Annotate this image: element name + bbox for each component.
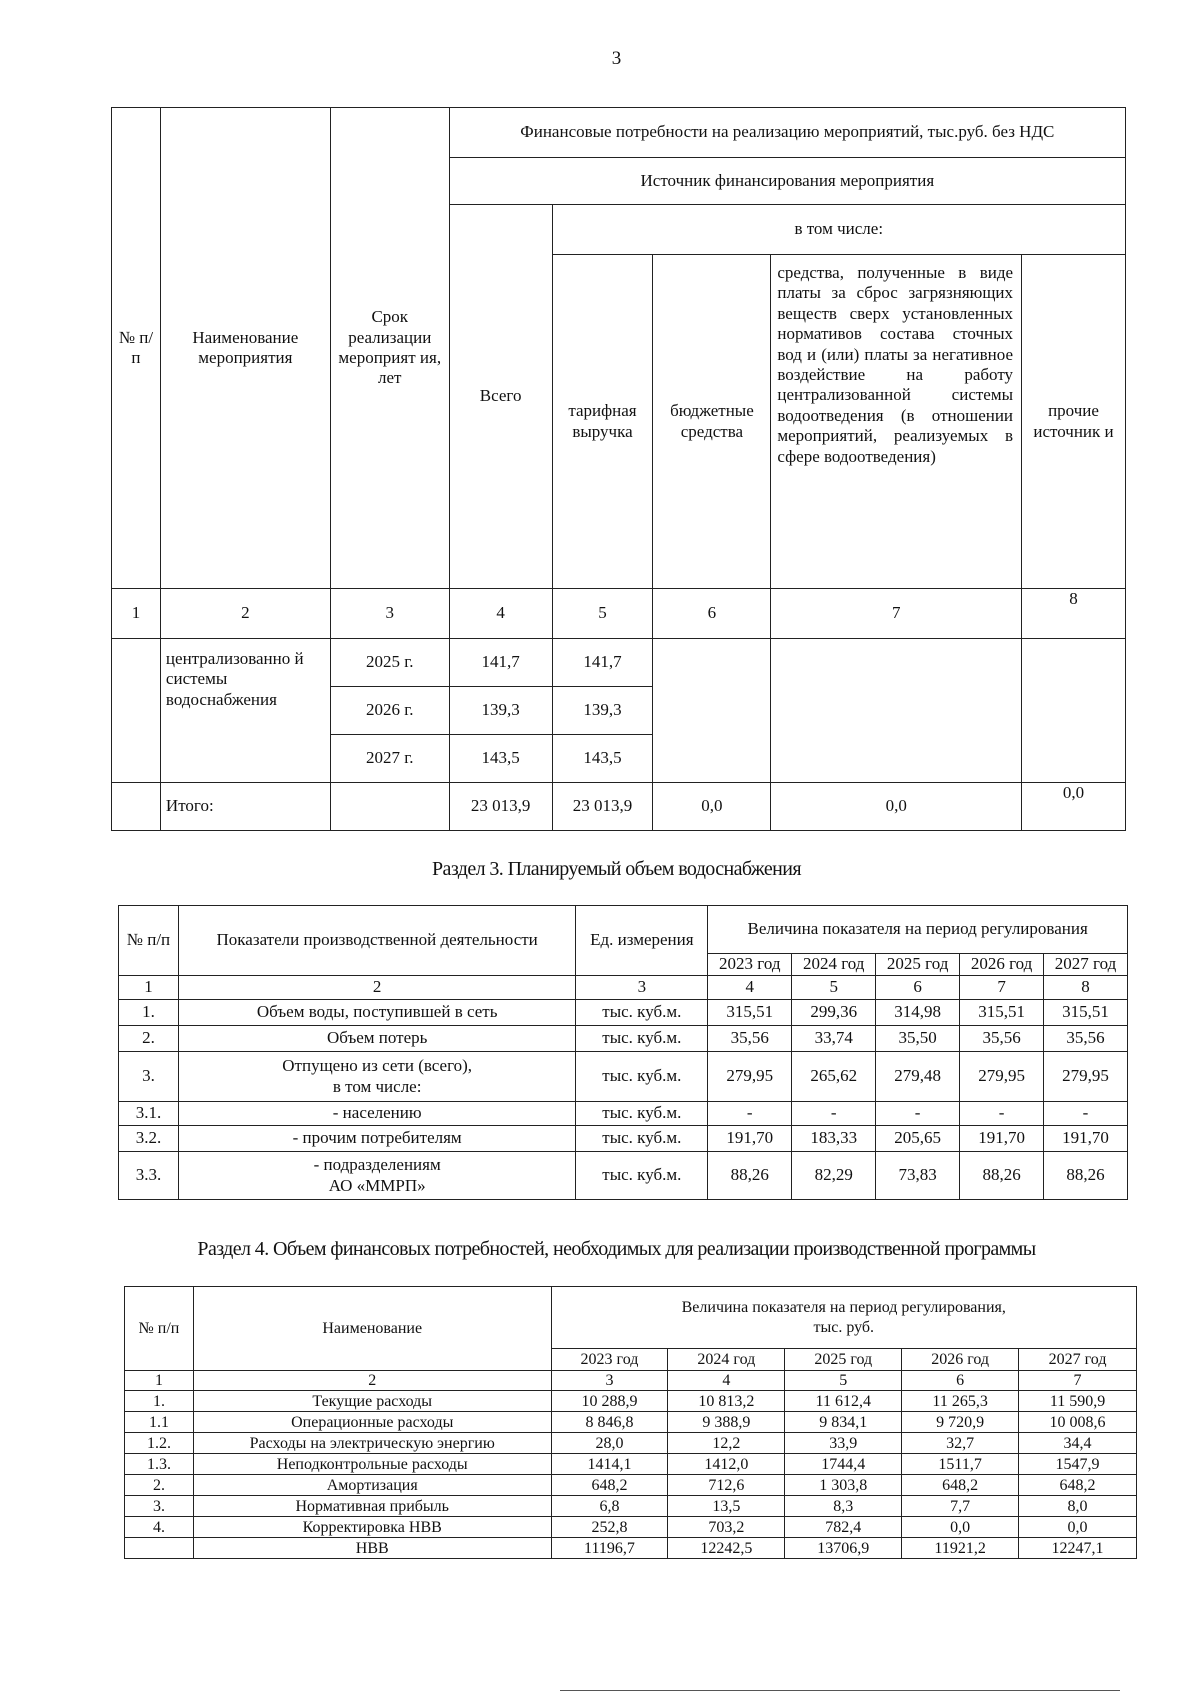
table-cell bbox=[112, 639, 161, 783]
year-header: 2027 год bbox=[1019, 1349, 1137, 1371]
row-value: 279,95 bbox=[960, 1052, 1044, 1102]
row-value: 33,74 bbox=[792, 1026, 876, 1052]
total-cell: 141,7 bbox=[449, 639, 552, 687]
row-value: 8,3 bbox=[785, 1496, 902, 1517]
row-value: - bbox=[960, 1102, 1044, 1126]
table-cell bbox=[653, 639, 771, 783]
row-value: - bbox=[792, 1102, 876, 1126]
row-num bbox=[125, 1538, 194, 1559]
row-value: 88,26 bbox=[708, 1152, 792, 1200]
row-num: 3.1. bbox=[119, 1102, 179, 1126]
row-value: 299,36 bbox=[792, 1000, 876, 1026]
row-value: 279,95 bbox=[1044, 1052, 1128, 1102]
row-num: 2. bbox=[119, 1026, 179, 1052]
row-unit: тыс. куб.м. bbox=[576, 1052, 708, 1102]
year-cell: 2025 г. bbox=[330, 639, 449, 687]
header-value-line: Величина показателя на период регулирования, bbox=[681, 1299, 1006, 1317]
col-number: 7 bbox=[1019, 1371, 1137, 1391]
col-number: 3 bbox=[330, 589, 449, 639]
table-cell bbox=[112, 783, 161, 831]
row-name: Расходы на электрическую энергию bbox=[193, 1433, 551, 1454]
row-num: 3.2. bbox=[119, 1126, 179, 1152]
row-name: Объем воды, поступившей в сеть bbox=[178, 1000, 575, 1026]
header-num: № п/п bbox=[125, 1287, 194, 1371]
row-name bbox=[178, 1152, 575, 1200]
row-value: 11 590,9 bbox=[1019, 1391, 1137, 1412]
tariff-sum: 23 013,9 bbox=[552, 783, 653, 831]
row-name-line: Отпущено из сети (всего), bbox=[282, 1056, 473, 1076]
row-value: 8 846,8 bbox=[551, 1412, 668, 1433]
row-value: 1744,4 bbox=[785, 1454, 902, 1475]
col-number: 1 bbox=[119, 976, 179, 1000]
header-unit: Ед. измерения bbox=[576, 906, 708, 976]
row-num: 4. bbox=[125, 1517, 194, 1538]
row-value: 648,2 bbox=[551, 1475, 668, 1496]
row-name: - прочим потребителям bbox=[178, 1126, 575, 1152]
row-value: 10 813,2 bbox=[668, 1391, 785, 1412]
row-value: 88,26 bbox=[1044, 1152, 1128, 1200]
row-value: 1412,0 bbox=[668, 1454, 785, 1475]
row-name: Амортизация bbox=[193, 1475, 551, 1496]
row-num: 1.3. bbox=[125, 1454, 194, 1475]
header-total: Всего bbox=[449, 205, 552, 589]
year-header: 2027 год bbox=[1044, 954, 1128, 976]
col-number: 5 bbox=[785, 1371, 902, 1391]
col-number: 6 bbox=[876, 976, 960, 1000]
row-num: 3. bbox=[125, 1496, 194, 1517]
row-value: 8,0 bbox=[1019, 1496, 1137, 1517]
row-value: 782,4 bbox=[785, 1517, 902, 1538]
header-indicator: Показатели производственной деятельности bbox=[178, 906, 575, 976]
col-number: 3 bbox=[576, 976, 708, 1000]
row-value: 35,56 bbox=[708, 1026, 792, 1052]
col-number: 6 bbox=[653, 589, 771, 639]
header-including: в том числе: bbox=[552, 205, 1125, 255]
col-number: 7 bbox=[960, 976, 1044, 1000]
row-name: Текущие расходы bbox=[193, 1391, 551, 1412]
col-number: 2 bbox=[193, 1371, 551, 1391]
row-value: 28,0 bbox=[551, 1433, 668, 1454]
row-name: Нормативная прибыль bbox=[193, 1496, 551, 1517]
bottom-rule bbox=[560, 1690, 1120, 1691]
row-value: 1 303,8 bbox=[785, 1475, 902, 1496]
row-value: 648,2 bbox=[902, 1475, 1019, 1496]
col-number: 2 bbox=[178, 976, 575, 1000]
row-value: - bbox=[876, 1102, 960, 1126]
row-num: 3. bbox=[119, 1052, 179, 1102]
row-value: 11921,2 bbox=[902, 1538, 1019, 1559]
col-number: 1 bbox=[125, 1371, 194, 1391]
tariff-cell: 141,7 bbox=[552, 639, 653, 687]
row-value: 12242,5 bbox=[668, 1538, 785, 1559]
row-value: 712,6 bbox=[668, 1475, 785, 1496]
row-num: 1.2. bbox=[125, 1433, 194, 1454]
col-number: 2 bbox=[160, 589, 330, 639]
row-value: 13,5 bbox=[668, 1496, 785, 1517]
year-cell: 2026 г. bbox=[330, 687, 449, 735]
row-value: 12,2 bbox=[668, 1433, 785, 1454]
table-cell bbox=[771, 639, 1022, 783]
row-value: 32,7 bbox=[902, 1433, 1019, 1454]
col-number: 1 bbox=[112, 589, 161, 639]
row-value: 191,70 bbox=[708, 1126, 792, 1152]
row-unit: тыс. куб.м. bbox=[576, 1026, 708, 1052]
year-header: 2025 год bbox=[785, 1349, 902, 1371]
row-value: 34,4 bbox=[1019, 1433, 1137, 1454]
row-value: - bbox=[1044, 1102, 1128, 1126]
year-header: 2023 год bbox=[551, 1349, 668, 1371]
row-value: 9 720,9 bbox=[902, 1412, 1019, 1433]
year-header: 2025 год bbox=[876, 954, 960, 976]
row-num: 3.3. bbox=[119, 1152, 179, 1200]
total-cell: 143,5 bbox=[449, 735, 552, 783]
tariff-cell: 139,3 bbox=[552, 687, 653, 735]
row-value: 6,8 bbox=[551, 1496, 668, 1517]
header-num: № п/п bbox=[112, 108, 161, 589]
row-value: 191,70 bbox=[960, 1126, 1044, 1152]
row-value: 7,7 bbox=[902, 1496, 1019, 1517]
row-value: 12247,1 bbox=[1019, 1538, 1137, 1559]
header-value bbox=[551, 1287, 1136, 1349]
row-name-line: АО «ММРП» bbox=[328, 1175, 426, 1195]
section4-title: Раздел 4. Объем финансовых потребностей, необходимых для реализации производственной программы bbox=[197, 1238, 1036, 1260]
header-term: Срок реализации мероприят ия, лет bbox=[330, 108, 449, 589]
row-value: 11196,7 bbox=[551, 1538, 668, 1559]
row-value: 315,51 bbox=[1044, 1000, 1128, 1026]
col-number: 6 bbox=[902, 1371, 1019, 1391]
col-number: 5 bbox=[792, 976, 876, 1000]
row-unit: тыс. куб.м. bbox=[576, 1000, 708, 1026]
col-number: 4 bbox=[668, 1371, 785, 1391]
row-name: Операционные расходы bbox=[193, 1412, 551, 1433]
row-value: 703,2 bbox=[668, 1517, 785, 1538]
row-value: 648,2 bbox=[1019, 1475, 1137, 1496]
row-value: 73,83 bbox=[876, 1152, 960, 1200]
row-num: 1. bbox=[119, 1000, 179, 1026]
year-header: 2024 год bbox=[668, 1349, 785, 1371]
table-cell bbox=[330, 783, 449, 831]
row-value: 315,51 bbox=[960, 1000, 1044, 1026]
row-value: 315,51 bbox=[708, 1000, 792, 1026]
col-number: 3 bbox=[551, 1371, 668, 1391]
row-value: 1547,9 bbox=[1019, 1454, 1137, 1475]
row-value: 9 834,1 bbox=[785, 1412, 902, 1433]
row-name bbox=[178, 1052, 575, 1102]
row-unit: тыс. куб.м. bbox=[576, 1102, 708, 1126]
page-number: 3 bbox=[611, 48, 622, 69]
row-name: Корректировка НВВ bbox=[193, 1517, 551, 1538]
header-value: Величина показателя на период регулирования bbox=[708, 906, 1128, 954]
row-value: 35,56 bbox=[1044, 1026, 1128, 1052]
header-num: № п/п bbox=[119, 906, 179, 976]
row-name: Неподконтрольные расходы bbox=[193, 1454, 551, 1475]
row-value: 1414,1 bbox=[551, 1454, 668, 1475]
row-value: 82,29 bbox=[792, 1152, 876, 1200]
row-value: 279,95 bbox=[708, 1052, 792, 1102]
row-value: 88,26 bbox=[960, 1152, 1044, 1200]
total-sum: 23 013,9 bbox=[449, 783, 552, 831]
year-header: 2026 год bbox=[960, 954, 1044, 976]
row-value: 191,70 bbox=[1044, 1126, 1128, 1152]
row-value: 10 008,6 bbox=[1019, 1412, 1137, 1433]
row-value: 10 288,9 bbox=[551, 1391, 668, 1412]
row-value: 314,98 bbox=[876, 1000, 960, 1026]
col-number: 7 bbox=[771, 589, 1022, 639]
row-value: 35,56 bbox=[960, 1026, 1044, 1052]
row-value: 279,48 bbox=[876, 1052, 960, 1102]
row-name: - населению bbox=[178, 1102, 575, 1126]
header-name: Наименование bbox=[193, 1287, 551, 1371]
col-number: 4 bbox=[449, 589, 552, 639]
row-value: 11 612,4 bbox=[785, 1391, 902, 1412]
row-value: 252,8 bbox=[551, 1517, 668, 1538]
row-name-line: - подразделениям bbox=[313, 1155, 441, 1175]
col-number: 8 bbox=[1044, 976, 1128, 1000]
row-num: 2. bbox=[125, 1475, 194, 1496]
row-unit: тыс. куб.м. bbox=[576, 1152, 708, 1200]
row-value: 35,50 bbox=[876, 1026, 960, 1052]
row-value: 33,9 bbox=[785, 1433, 902, 1454]
year-cell: 2027 г. bbox=[330, 735, 449, 783]
year-header: 2024 год bbox=[792, 954, 876, 976]
header-tariff: тарифная выручка bbox=[552, 255, 653, 589]
header-value-line: тыс. руб. bbox=[813, 1318, 875, 1336]
total-label: Итого: bbox=[160, 783, 330, 831]
col-number: 5 bbox=[552, 589, 653, 639]
financing-table bbox=[111, 107, 1126, 831]
row-value: 0,0 bbox=[902, 1517, 1019, 1538]
header-fees: средства, полученные в виде платы за сброс загрязняющих веществ сверх установленных нормативов состава сточных вод и (или) платы за негативное воздействие на работу централизованной системы водоотведения (в отношении мероприятий, реализуемых в сфере водоотведения) bbox=[771, 255, 1022, 589]
row-value: 205,65 bbox=[876, 1126, 960, 1152]
row-num: 1.1 bbox=[125, 1412, 194, 1433]
table-cell bbox=[1022, 639, 1126, 783]
section3-title: Раздел 3. Планируемый объем водоснабжения bbox=[432, 858, 801, 880]
header-name: Наименование мероприятия bbox=[160, 108, 330, 589]
row-name: Объем потерь bbox=[178, 1026, 575, 1052]
year-header: 2026 год bbox=[902, 1349, 1019, 1371]
row-value: 1511,7 bbox=[902, 1454, 1019, 1475]
col-number: 4 bbox=[708, 976, 792, 1000]
row-value: - bbox=[708, 1102, 792, 1126]
header-fin-needs: Финансовые потребности на реализацию мероприятий, тыс.руб. без НДС bbox=[449, 108, 1125, 158]
header-other: прочие источник и bbox=[1022, 255, 1126, 589]
other-sum: 0,0 bbox=[1022, 783, 1126, 831]
row-value: 11 265,3 bbox=[902, 1391, 1019, 1412]
row-unit: тыс. куб.м. bbox=[576, 1126, 708, 1152]
row-value: 183,33 bbox=[792, 1126, 876, 1152]
row-name-line: в том числе: bbox=[332, 1076, 422, 1096]
row-value: 265,62 bbox=[792, 1052, 876, 1102]
row-name: НВВ bbox=[193, 1538, 551, 1559]
row-num: 1. bbox=[125, 1391, 194, 1412]
col-number: 8 bbox=[1022, 589, 1126, 639]
header-budget: бюджетные средства bbox=[653, 255, 771, 589]
header-source: Источник финансирования мероприятия bbox=[449, 158, 1125, 205]
year-header: 2023 год bbox=[708, 954, 792, 976]
water-volume-table bbox=[118, 905, 1128, 1200]
total-cell: 139,3 bbox=[449, 687, 552, 735]
financial-needs-table bbox=[124, 1286, 1137, 1559]
activity-name: централизованно й системы водоснабжения bbox=[160, 639, 330, 783]
row-value: 13706,9 bbox=[785, 1538, 902, 1559]
row-value: 0,0 bbox=[1019, 1517, 1137, 1538]
tariff-cell: 143,5 bbox=[552, 735, 653, 783]
budget-sum: 0,0 bbox=[653, 783, 771, 831]
fees-sum: 0,0 bbox=[771, 783, 1022, 831]
row-value: 9 388,9 bbox=[668, 1412, 785, 1433]
